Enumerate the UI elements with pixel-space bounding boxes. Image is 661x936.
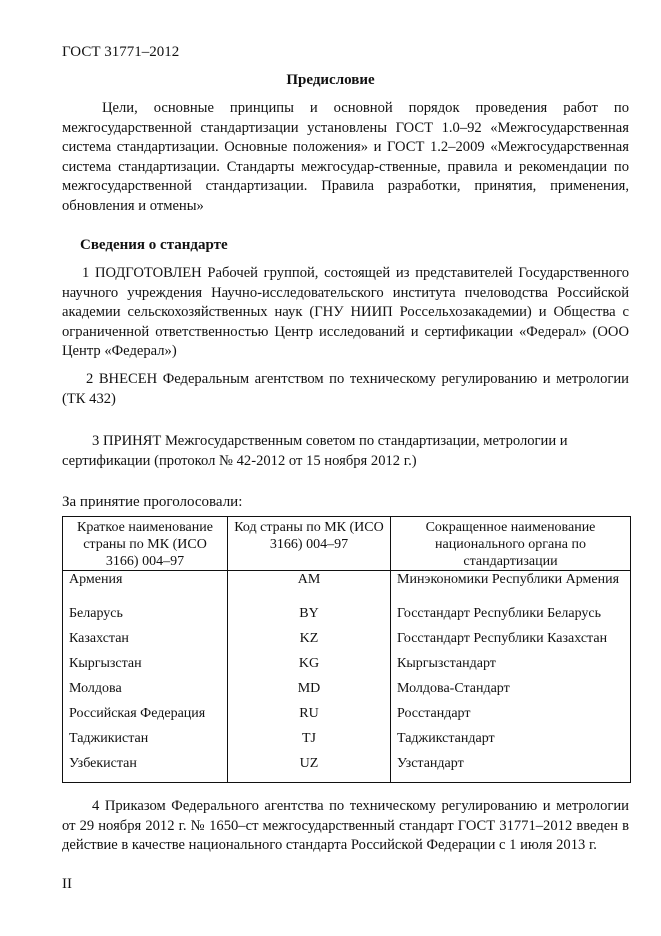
country-name: Таджикистан xyxy=(63,730,228,755)
table-header-authority: Сокращенное наименование национального органа по стандартизации xyxy=(391,517,631,571)
country-code: BY xyxy=(228,605,391,630)
country-name: Казахстан xyxy=(63,630,228,655)
page-number: II xyxy=(62,876,72,892)
info-item-adopted: 3 ПРИНЯТ Межгосударственным советом по стандартизации, метрологии и сертификации (протокол № 42-2012 от 15 ноября 2012 г.) xyxy=(62,433,568,469)
country-code: TJ xyxy=(228,730,391,755)
document-code: ГОСТ 31771–2012 xyxy=(62,44,180,60)
table-row xyxy=(63,730,631,755)
country-code: MD xyxy=(228,680,391,705)
table-header-code: Код страны по МК (ИСО 3166) 004–97 xyxy=(228,517,391,571)
country-code: KG xyxy=(228,655,391,680)
authority-name: Узстандарт xyxy=(391,755,631,783)
countries-table xyxy=(62,516,631,783)
authority-name: Госстандарт Республики Беларусь xyxy=(391,605,631,630)
info-item-prepared: 1 ПОДГОТОВЛЕН Рабочей группой, состоящей из представителей Государственного научного учреждения Научно-исследовательского института пчеловодства Российской академии сельскохозяйственных наук (ГНУ НИИП Россельхозакадемии) и Общества с ограниченной ответственностью Центр исследований и сертификации «Федерал» (ООО Центр «Федерал») xyxy=(62,265,629,359)
authority-name: Кыргызстандарт xyxy=(391,655,631,680)
country-name: Армения xyxy=(63,571,228,605)
authority-name: Минэкономики Республики Армения xyxy=(391,571,631,605)
table-row xyxy=(63,630,631,655)
table-header-country: Краткое наименование страны по МК (ИСО 3166) 004–97 xyxy=(63,517,228,571)
country-name: Кыргызстан xyxy=(63,655,228,680)
table-row xyxy=(63,605,631,630)
table-header-row xyxy=(63,517,631,571)
table-row xyxy=(63,655,631,680)
authority-name: Таджикстандарт xyxy=(391,730,631,755)
foreword-text: Цели, основные принципы и основной порядок проведения работ по межгосударственной стандартизации установлены ГОСТ 1.0–92 «Межгосударственная система стандартизации. Основные положения» и ГОСТ 1.2–2009 «Межгосударственная система стандартизации. Стандарты межгосудар-ственные, правила и рекомендации по межгосударственной стандартизации. Правила разработки, принятия, применения, обновления и отмены» xyxy=(62,100,629,214)
table-row xyxy=(63,755,631,783)
info-item-submitted: 2 ВНЕСЕН Федеральным агентством по техническому регулированию и метрологии (ТК 432) xyxy=(62,371,629,407)
country-code: KZ xyxy=(228,630,391,655)
country-code: RU xyxy=(228,705,391,730)
vote-label: За принятие проголосовали: xyxy=(62,494,243,510)
country-name: Беларусь xyxy=(63,605,228,630)
country-name: Молдова xyxy=(63,680,228,705)
country-code: UZ xyxy=(228,755,391,783)
table-row xyxy=(63,680,631,705)
info-title: Сведения о стандарте xyxy=(80,237,228,253)
country-name: Узбекистан xyxy=(63,755,228,783)
country-code: AM xyxy=(228,571,391,605)
country-name: Российская Федерация xyxy=(63,705,228,730)
authority-name: Росстандарт xyxy=(391,705,631,730)
authority-name: Госстандарт Республики Казахстан xyxy=(391,630,631,655)
foreword-title: Предисловие xyxy=(286,72,375,88)
authority-name: Молдова-Стандарт xyxy=(391,680,631,705)
info-item-order: 4 Приказом Федерального агентства по техническому регулированию и метрологии от 29 ноября 2012 г. № 1650–ст межгосударственный стандарт ГОСТ 31771–2012 введен в действие в качестве национального стандарта Российской Федерации с 1 июля 2013 г. xyxy=(62,798,629,853)
table-row xyxy=(63,705,631,730)
table-row xyxy=(63,571,631,605)
